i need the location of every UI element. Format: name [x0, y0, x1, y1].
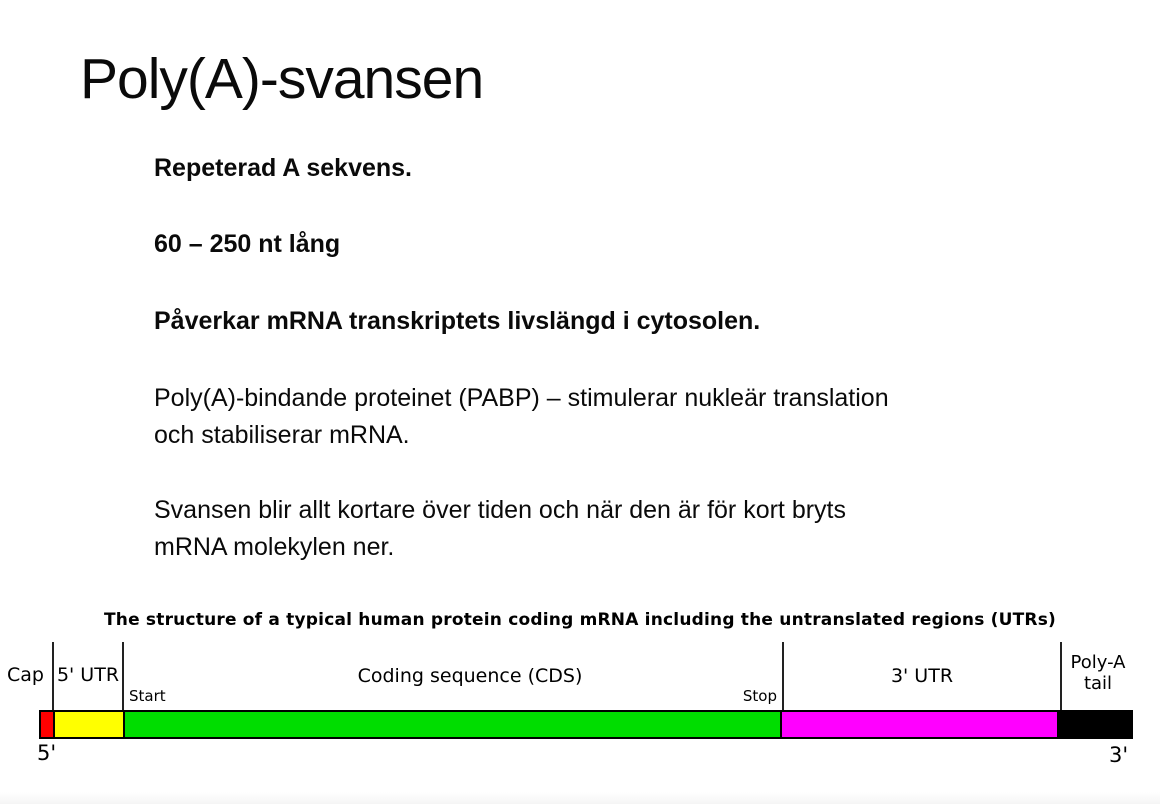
diagram-title: The structure of a typical human protein coding mRNA including the untranslated regions (UTRs) — [103, 610, 1057, 630]
label-coding-sequence: Coding sequence (CDS) — [357, 665, 583, 687]
bullet-length: 60 – 250 nt lång — [154, 230, 341, 258]
label-polya-tail-line-2: tail — [1083, 673, 1113, 694]
label-polya-tail-line-1: Poly-A — [1070, 652, 1126, 673]
label-5utr: 5' UTR — [56, 664, 120, 686]
segment-polya-tail — [1059, 712, 1131, 737]
segment-cds — [125, 712, 783, 737]
bullet-pabp-line-1: Poly(A)-bindande proteinet (PABP) – stimulerar nukleär translation — [154, 384, 889, 412]
label-polya-tail — [1063, 652, 1133, 694]
segment-3utr — [782, 712, 1059, 737]
label-cap: Cap — [7, 664, 44, 686]
bullet-repeated-a-sequence: Repeterad A sekvens. — [154, 154, 412, 182]
bullet-tail-shortening-line-2: mRNA molekylen ner. — [154, 533, 395, 561]
label-3-prime-end: 3' — [1109, 743, 1129, 767]
label-stop-codon: Stop — [742, 687, 777, 705]
segment-5utr — [55, 712, 125, 737]
label-5-prime-end: 5' — [37, 741, 57, 765]
bullet-lifespan: Påverkar mRNA transkriptets livslängd i cytosolen. — [154, 307, 761, 335]
bullet-pabp-line-2: och stabiliserar mRNA. — [154, 421, 410, 449]
bullet-tail-shortening-line-1: Svansen blir allt kortare över tiden och när den är för kort bryts — [154, 496, 846, 524]
mrna-bar — [39, 710, 1133, 739]
label-start-codon: Start — [129, 687, 166, 705]
bottom-edge-strip — [0, 792, 1160, 804]
segment-cap — [41, 712, 55, 737]
label-3utr: 3' UTR — [890, 665, 954, 687]
page-title: Poly(A)-svansen — [80, 47, 484, 111]
